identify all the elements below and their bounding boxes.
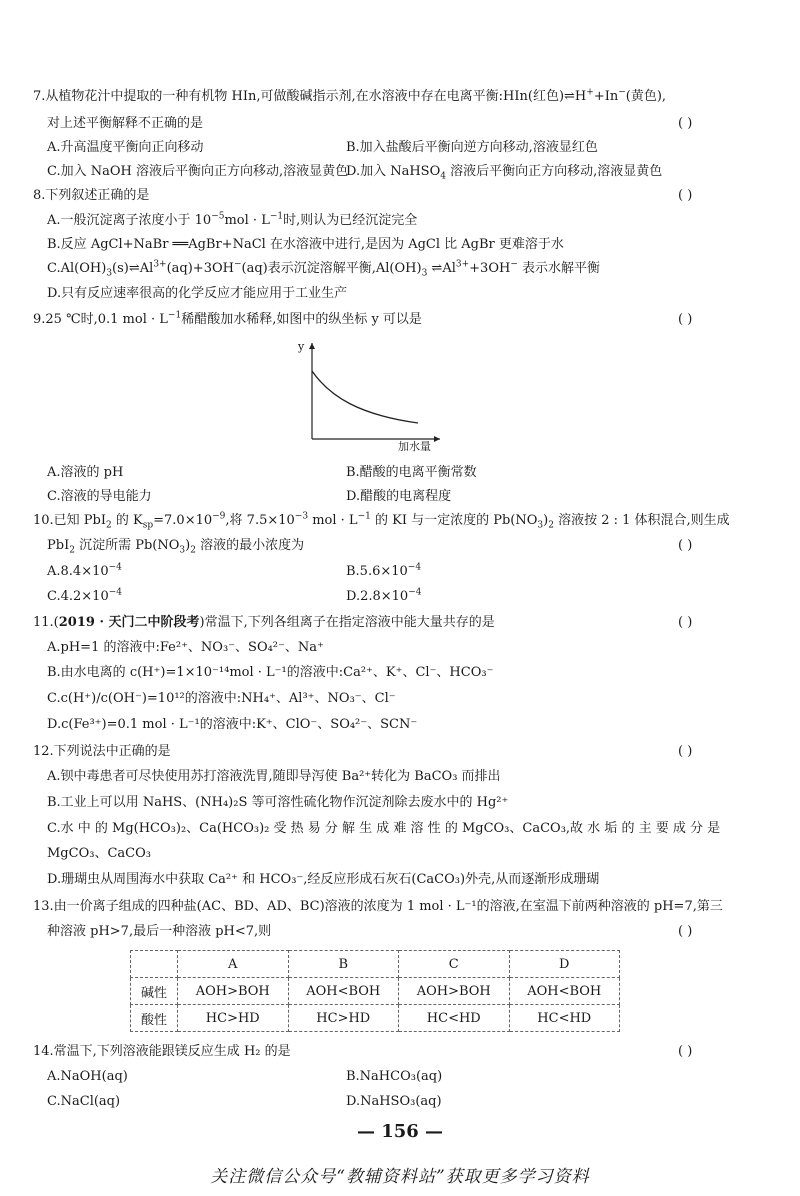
q12-option-d: D.珊瑚虫从周围海水中获取 Ca²⁺ 和 HCO₃⁻,经反应形成石灰石(CaCO₃)外壳,从而逐渐形成珊瑚 (47, 872, 600, 887)
q10-option-b: $B.5.6\times 10^{-4}$ (346, 562, 422, 579)
q12-stem: 12.下列说法中正确的是 (33, 744, 171, 759)
q13-stem-line1: 13.由一价离子组成的四种盐(AC、BD、AD、BC)溶液的浓度为 1 mol · L⁻¹的溶液,在室温下前两种溶液的 pH=7,第三 (33, 899, 723, 914)
q14-option-b: B.NaHCO₃(aq) (346, 1069, 443, 1084)
q7-option-d: D.加入 NaHSO$_4$ 溶液后平衡向正方向移动,溶液显黄色 (346, 164, 663, 182)
table-header-cell: A (178, 951, 289, 978)
q12-answer-paren: ( ) (678, 744, 693, 759)
table-header-cell: B (288, 951, 399, 978)
q7-stem-line1: 7.从植物花汁中提取的一种有机物 HIn,可做酸碱指示剂,在水溶液中存在电离平衡:HIn(红色)⇌H++In−(黄色), (33, 87, 667, 104)
q12-option-a: A.钡中毒患者可尽快使用苏打溶液洗胃,随即导泻使 Ba²⁺转化为 BaCO₃ 而排出 (47, 769, 501, 784)
table-cell: HC>HD (178, 1005, 289, 1032)
q14-answer-paren: ( ) (678, 1044, 693, 1059)
table-cell: AOH>BOH (178, 978, 289, 1005)
q7-stem-line2: 对上述平衡解释不正确的是 (47, 116, 204, 131)
q8-option-a: A.一般沉淀离子浓度小于 $10^{-5}mol \cdot L^{-1}$时,则认为已经沉淀完全 (47, 211, 418, 228)
q7-option-b: B.加入盐酸后平衡向逆方向移动,溶液显红色 (346, 140, 598, 155)
page-number: — 156 — (356, 1121, 444, 1142)
table-cell: HC<HD (509, 1005, 620, 1032)
q13-table (130, 950, 620, 1032)
table-row (131, 978, 620, 1005)
table-cell: HC>HD (288, 1005, 399, 1032)
q11-option-c: C.c(H⁺)/c(OH⁻)=10¹²的溶液中:NH₄⁺、Al³⁺、NO₃⁻、Cl⁻ (47, 691, 396, 706)
q10-stem-line2: PbI$_2$ 沉淀所需 $Pb(NO_3)_2$ 溶液的最小浓度为 (47, 538, 305, 556)
q11-option-a: A.pH=1 的溶液中:Fe²⁺、NO₃⁻、SO₄²⁻、Na⁺ (47, 640, 324, 655)
table-cell: AOH<BOH (288, 978, 399, 1005)
table-cell: AOH<BOH (509, 978, 620, 1005)
q9-option-a: A.溶液的 pH (47, 465, 124, 480)
q9-answer-paren: ( ) (678, 312, 693, 327)
y-axis-arrow (309, 343, 315, 349)
table-cell: AOH>BOH (399, 978, 510, 1005)
q12-option-c-line1: C.水 中 的 Mg(HCO₃)₂、Ca(HCO₃)₂ 受 热 易 分 解 生 成 难 溶 性 的 MgCO₃、CaCO₃,故 水 垢 的 主 要 成 分 是 (47, 821, 721, 836)
q13-answer-paren: ( ) (678, 924, 693, 939)
q11-answer-paren: ( ) (678, 615, 693, 630)
table-header-cell: D (509, 951, 620, 978)
q7-option-c: C.加入 NaOH 溶液后平衡向正方向移动,溶液显黄色 (47, 164, 349, 179)
q8-answer-paren: ( ) (678, 188, 693, 203)
q9-y-label: y (298, 340, 305, 353)
table-cell: HC<HD (399, 1005, 510, 1032)
q9-option-d: D.醋酸的电离程度 (346, 489, 452, 504)
q10-option-c: $C.4.2\times 10^{-4}$ (47, 587, 123, 604)
q12-option-b: B.工业上可以用 NaHS、(NH₄)₂S 等可溶性硫化物作沉淀剂除去废水中的 Hg²⁺ (47, 795, 509, 810)
q14-stem: 14.常温下,下列溶液能跟镁反应生成 H₂ 的是 (33, 1044, 291, 1059)
q14-option-c: C.NaCl(aq) (47, 1094, 121, 1109)
q8-option-b: B.反应 AgCl+NaBr ══AgBr+NaCl 在水溶液中进行,是因为 AgCl 比 AgBr 更难溶于水 (47, 237, 564, 252)
q10-answer-paren: ( ) (678, 538, 693, 553)
q14-option-d: D.NaHSO₃(aq) (346, 1094, 442, 1109)
q14-option-a: A.NaOH(aq) (47, 1069, 128, 1084)
q9-option-b: B.醋酸的电离平衡常数 (346, 465, 477, 480)
table-row (131, 1005, 620, 1032)
table-row-label: 碱性 (131, 978, 178, 1005)
table-header-cell: C (399, 951, 510, 978)
table-row-label: 酸性 (131, 1005, 178, 1032)
q9-graph (290, 337, 450, 455)
q9-stem: 9.25 ℃时,0.1 mol · $L^{-1}$稀醋酸加水稀释,如图中的纵坐标 y 可以是 (33, 310, 422, 327)
q10-stem-line1: 10.已知 PbI$_2$ 的 $K_{sp}=7.0\times 10^{-9}$,将 $7.5\times 10^{-3}$ mol · $L^{-1}$ 的 KI 与一定浓度的 $Pb(NO_3)_2$ 溶液按 2 : 1 体积混合,则生成 (33, 511, 730, 531)
q7-answer-paren: ( ) (678, 116, 693, 131)
decreasing-curve (312, 371, 418, 423)
q10-option-d: $D.2.8\times 10^{-4}$ (346, 587, 422, 604)
q11-option-d: D.c(Fe³⁺)=0.1 mol · L⁻¹的溶液中:K⁺、ClO⁻、SO₄²⁻、SCN⁻ (47, 717, 418, 732)
q8-stem: 8.下列叙述正确的是 (33, 188, 150, 203)
footer-note: 关注微信公众号“教辅资料站”获取更多学习资料 (210, 1167, 590, 1187)
table-header-row (131, 951, 620, 978)
q9-curve-plot (290, 337, 450, 455)
q13-stem-line2: 种溶液 pH>7,最后一种溶液 pH<7,则 (47, 924, 272, 939)
q8-option-c: $C.Al(OH)_3(s)\rightleftharpoons Al^{3+}(aq)+3OH^-(aq)$表示沉淀溶解平衡$,Al(OH)_3$ $\rightleftharpoons Al^{3+}+3OH^-$ 表示水解平衡 (47, 259, 601, 279)
q8-option-d: D.只有反应速率很高的化学反应才能应用于工业生产 (47, 286, 348, 301)
q11-stem: 11.(2019 · 天门二中阶段考)常温下,下列各组离子在指定溶液中能大量共存的是 (33, 615, 495, 630)
table-header-cell (131, 951, 178, 978)
q7-option-a: A.升高温度平衡向正向移动 (47, 140, 204, 155)
x-axis-arrow (434, 436, 440, 442)
q9-option-c: C.溶液的导电能力 (47, 489, 152, 504)
q10-option-a: $A.8.4\times 10^{-4}$ (47, 562, 122, 579)
q9-x-label: 加水量 (398, 440, 431, 453)
q12-option-c-line2: MgCO₃、CaCO₃ (47, 846, 151, 861)
q11-option-b: B.由水电离的 c(H⁺)=1×10⁻¹⁴mol · L⁻¹的溶液中:Ca²⁺、K⁺、Cl⁻、HCO₃⁻ (47, 665, 494, 680)
